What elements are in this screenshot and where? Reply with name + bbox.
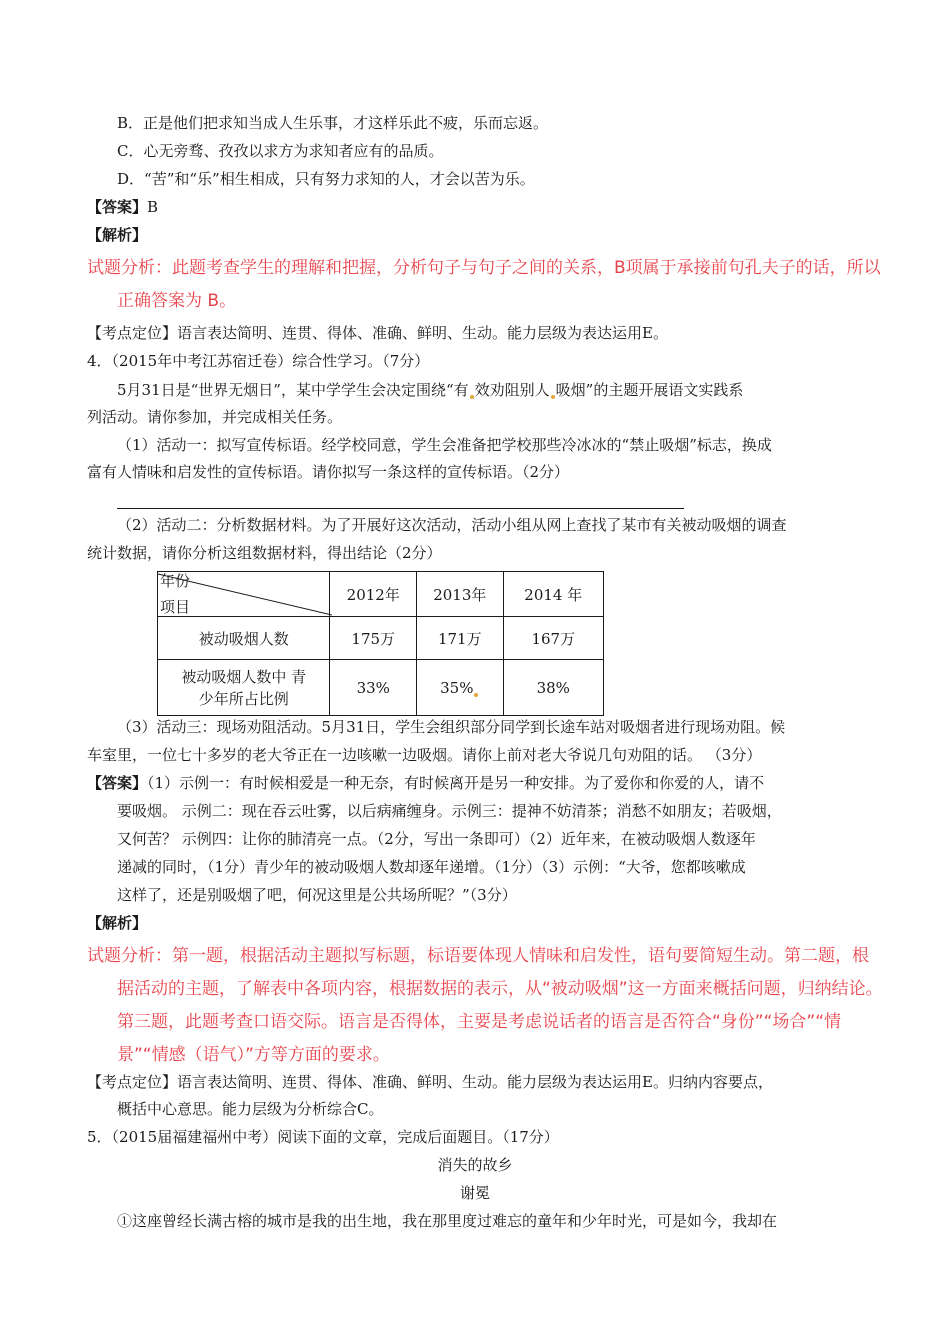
q4-intro-line1: 5月31日是“世界无烟日”，某中学学生会决定围绕“有 效劝阻别人 吸烟”的主题开展语文实践系 (117, 381, 744, 399)
activity2-line2: 统计数据，请你分析这组数据材料，得出结论（2分） (87, 544, 442, 562)
table-row (158, 572, 604, 617)
q3-analysis-line2: 正确答案为 B。 (117, 291, 237, 311)
activity2-line1: （2）活动二：分析数据材料。为了开展好这次活动，活动小组从网上查找了某市有关被动吸烟的调查 (117, 516, 787, 534)
option-d: D．“苦”和“乐”相生相成，只有努力求知的人，才会以苦为乐。 (117, 170, 535, 188)
q4-analysis-line3: 第三题，此题考查口语交际。语言是否得体，主要是考虑说话者的语言是否符合“身份”“场合”“情 (117, 1012, 842, 1032)
year-header: 2014 年 (503, 572, 603, 617)
article-title: 消失的故乡 (437, 1156, 513, 1174)
q4-answer-line2: 要吸烟。 示例二：现在吞云吐雾，以后病痛缠身。示例三：提神不妨清茶；消愁不如朋友；若吸烟， (117, 802, 782, 820)
year-header: 2013年 (417, 572, 504, 617)
corner-year-label: 年份 (160, 572, 191, 590)
activity3-line1: （3）活动三：现场劝阻活动。5月31日，学生会组织部分同学到长途车站对吸烟者进行现场劝阻。候 (117, 718, 786, 736)
table-cell: 167万 (503, 617, 603, 660)
mark-dot-icon (470, 395, 474, 399)
activity3-line2: 车室里，一位七十多岁的老大爷正在一边咳嗽一边吸烟。请你上前对老大爷说几句劝阻的话。 （3分） (87, 746, 762, 764)
q3-kaodian: 【考点定位】语言表达简明、连贯、得体、准确、鲜明、生动。能力层级为表达运用E。 (87, 324, 668, 342)
q4-answer-line3: 又何苦？ 示例四：让你的肺清亮一点。（2分，写出一条即可）（2）近年来，在被动吸烟人数逐年 (117, 830, 756, 848)
activity1-line2: 富有人情味和启发性的宣传标语。请你拟写一条这样的宣传标语。（2分） (87, 463, 570, 481)
year-header: 2012年 (330, 572, 417, 617)
table-cell: 175万 (330, 617, 417, 660)
row-label: 被动吸烟人数 (158, 617, 330, 660)
table-row (158, 617, 604, 660)
smoking-data-table (157, 571, 604, 716)
q3-answer (87, 196, 158, 218)
q4-analysis-line2: 据活动的主题，了解表中各项内容，根据数据的表示，从“被动吸烟”这一方面来概括问题，归纳结论。 (117, 979, 883, 999)
q4-kaodian-line2: 概括中心意思。能力层级为分析综合C。 (117, 1100, 384, 1118)
table-corner-cell (158, 572, 330, 617)
table-row (158, 660, 604, 716)
table-cell: 33% (330, 660, 417, 716)
corner-item-label: 项目 (160, 598, 191, 616)
q4-answer-line5: 这样了，还是别吸烟了吧，何况这里是公共场所呢？”（3分） (117, 886, 517, 904)
q4-answer-line1: 【答案】（1）示例一：有时候相爱是一种无奈，有时候离开是另一种安排。为了爱你和你爱的人，请不 (87, 774, 765, 792)
row-label: 被动吸烟人数中 青 少年所占比例 (158, 660, 330, 716)
option-b: B．正是他们把求知当成人生乐事，才这样乐此不疲，乐而忘返。 (117, 114, 549, 132)
table-cell: 171万 (417, 617, 504, 660)
answer-label: 【答案】 (87, 198, 148, 216)
table-cell: 35% (417, 660, 504, 716)
q4-analysis-line1: 试题分析：第一题，根据活动主题拟写标题，标语要体现人情味和启发性，语句要简短生动。第二题，根 (87, 946, 869, 966)
mark-dot-icon (474, 693, 478, 697)
answer-blank-line (117, 508, 684, 509)
mark-dot-icon (551, 395, 555, 399)
option-c: C．心无旁骛、孜孜以求方为求知者应有的品质。 (117, 142, 444, 160)
q4-answer-line4: 递减的同时，（1分）青少年的被动吸烟人数却逐年递增。（1分）（3）示例：“大爷，您都咳嗽成 (117, 858, 746, 876)
article-paragraph-1: ①这座曾经长满古榕的城市是我的出生地，我在那里度过难忘的童年和少年时光，可是如今，我却在 (117, 1212, 778, 1230)
q4-kaodian-line1: 【考点定位】语言表达简明、连贯、得体、准确、鲜明、生动。能力层级为表达运用E。归纳内容要点， (87, 1073, 773, 1091)
q5-title: 5．（2015届福建福州中考）阅读下面的文章，完成后面题目。（17分） (87, 1128, 559, 1146)
q3-analysis-label: 【解析】 (87, 226, 148, 244)
table-cell: 38% (503, 660, 603, 716)
q4-title: 4．（2015年中考江苏宿迁卷）综合性学习。（7分） (87, 352, 430, 370)
q4-intro-line2: 列活动。请你参加，并完成相关任务。 (87, 408, 343, 426)
q3-analysis-line1: 试题分析：此题考查学生的理解和把握，分析句子与句子之间的关系，B项属于承接前句孔夫子的话，所以 (87, 258, 881, 278)
q4-analysis-label: 【解析】 (87, 914, 148, 932)
answer-value: B (147, 198, 159, 216)
article-author: 谢冕 (459, 1184, 490, 1202)
q4-analysis-line4: 景”“情感（语气）”方等方面的要求。 (117, 1045, 390, 1065)
activity1-line1: （1）活动一：拟写宣传标语。经学校同意，学生会准备把学校那些冷冰冰的“禁止吸烟”标志，换成 (117, 436, 772, 454)
answer-label: 【答案】 (87, 774, 148, 792)
